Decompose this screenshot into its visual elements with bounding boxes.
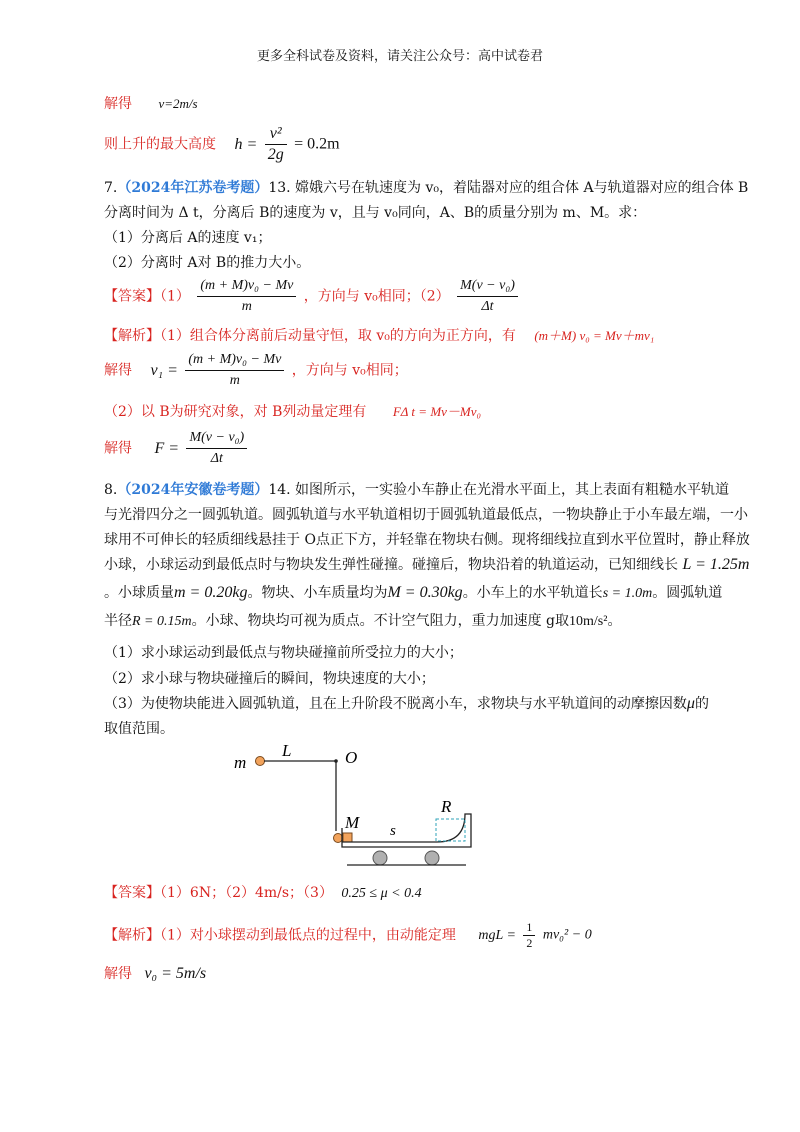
solve-label: 解得	[104, 96, 132, 112]
q8-sub2: （2）求小球与物块碰撞后的瞬间，物块速度的大小；	[104, 671, 435, 687]
analysis-label: 【解析】	[104, 328, 160, 344]
q8-solve-row	[104, 964, 206, 984]
q7-source: （2024年江苏卷考题）	[117, 180, 269, 196]
height-lhs: h =	[234, 135, 258, 153]
q8-sub1: （1）求小球运动到最低点与物块碰撞前所受拉力的大小；	[104, 645, 463, 661]
q8-sub3-cont: 取值范围。	[104, 721, 174, 737]
v1-fraction	[185, 350, 284, 391]
q7-line2: 分离时间为 Δ t，分离后 B的速度为 v，且与 v₀同向，A、B的质量分别为 m、M。求：	[104, 205, 647, 221]
answer-f2-den: Δt	[481, 299, 494, 314]
q7-analysis2	[104, 402, 481, 422]
v1-den: m	[229, 373, 240, 388]
q8-line4	[104, 555, 749, 575]
solve-row-1	[104, 94, 198, 114]
wheel-left	[373, 851, 387, 865]
height-rhs: = 0.2m	[294, 135, 340, 153]
wheel-right	[425, 851, 439, 865]
analysis-text1: （1）组合体分离前后动量守恒，取 v₀的方向为正方向，有	[160, 328, 516, 344]
q8-text5c: 。物块、小车质量均为	[247, 585, 388, 601]
q8-analysis1	[104, 920, 592, 951]
fig-label-O: O	[345, 748, 358, 767]
q8-text6c: 。小球、物块均可视为质点。不计空气阻力，重力加速度 g取	[191, 613, 570, 629]
v1-tail: ，方向与 v₀相同；	[291, 362, 408, 379]
q8-text4: 小球，小球运动到最低点时与物块发生弹性碰撞。碰撞后，物块沿着的轨道运动，已知细线长	[104, 557, 678, 573]
radius-value: R = 0.15m	[132, 614, 192, 629]
q7-answer	[104, 276, 521, 317]
fig-label-s: s	[390, 823, 396, 839]
track-length: s = 1.0m	[602, 586, 653, 601]
solve2-label: 解得	[104, 440, 132, 457]
answer-label: 【答案】	[104, 288, 160, 305]
velocity-expr: v=2m/s	[158, 96, 198, 111]
q8-line3: 球用不可伸长的轻质细线悬挂于 O点正下方，并轻靠在物块右侧。现将细线拉直到水平位置时，静止释放	[104, 532, 750, 548]
fig-label-M: M	[345, 813, 360, 832]
q8-sub3	[104, 694, 709, 714]
block-mass: M = 0.30kg	[387, 584, 463, 601]
energy-lhs: mgL =	[478, 927, 516, 943]
gravity-value: 10m/s²	[569, 614, 608, 629]
q8-sub3-text: （3）为使物块能进入圆弧轨道，且在上升阶段不脱离小车，求物块与水平轨道间的动摩擦因数	[104, 696, 687, 712]
solve-label: 解得	[104, 966, 132, 982]
analysis-label: 【解析】	[104, 927, 160, 944]
analysis-text: （1）对小球摆动到最低点的过程中，由动能定理	[160, 927, 456, 944]
ball-mass: m = 0.20kg	[174, 584, 248, 601]
q8-text5g: 。圆弧轨道	[652, 585, 723, 601]
energy-fraction	[523, 920, 535, 951]
mu-range: 0.25 ≤ μ < 0.4	[341, 886, 422, 901]
q8-line6	[104, 611, 621, 632]
block-M	[343, 833, 352, 842]
height-num: v²	[265, 124, 287, 145]
q7-solve2-row	[104, 428, 250, 469]
height-den: 2g	[267, 146, 284, 163]
q8-line5	[104, 583, 722, 604]
q7-analysis1	[104, 326, 654, 346]
q8-source: （2024年安徽卷考题）	[117, 482, 269, 498]
fig-label-L: L	[282, 741, 292, 760]
q7-solve-row	[104, 350, 408, 391]
cart-pendulum-figure	[225, 738, 485, 878]
force-num: M(v − v₀)	[186, 428, 247, 449]
ball-bottom	[334, 834, 343, 843]
q8-line1	[104, 480, 729, 500]
force-den: Δt	[210, 451, 223, 466]
height-row	[104, 124, 340, 165]
page-header: 更多全科试卷及资料，请关注公众号：高中试卷君	[256, 49, 543, 64]
q8-text5e: 。小车上的水平轨道长	[462, 585, 603, 601]
q8-text6a: 半径	[104, 613, 132, 629]
height-label: 则上升的最大高度	[104, 136, 216, 153]
energy-den: 2	[526, 936, 533, 950]
force-lhs: F =	[154, 439, 180, 457]
fig-label-m: m	[234, 753, 247, 772]
momentum-eq: (m＋M) v₀ = Mv＋mv₁	[534, 328, 655, 343]
energy-num: 1	[523, 920, 535, 936]
v0-result: v₀ = 5m/s	[144, 965, 207, 982]
q7-sub1: （1）分离后 A的速度 v₁；	[104, 230, 272, 246]
solve-label: 解得	[104, 362, 132, 379]
q7-number: 7.	[104, 180, 118, 196]
answer-part1: （1）	[160, 288, 190, 305]
q7-text1: 13. 嫦娥六号在轨速度为 v₀，着陆器对应的组合体 A与轨道器对应的组合体 B	[268, 180, 749, 196]
q8-answer	[104, 883, 422, 904]
radius-marker	[436, 819, 465, 841]
q8-sub3-tail: 的	[694, 696, 709, 712]
v1-num: (m + M)v₀ − Mv	[185, 350, 284, 371]
ball-top	[256, 757, 265, 766]
q8-number: 8.	[104, 482, 118, 498]
answer-f1-den: m	[241, 299, 252, 314]
height-fraction	[265, 124, 287, 165]
answer-label: 【答案】	[104, 885, 160, 901]
q8-text6e: 。	[607, 613, 622, 629]
answer-fraction-1	[197, 276, 296, 317]
answer-f2-num: M(v − v₀)	[457, 276, 518, 297]
energy-rhs: mv₀² − 0	[542, 927, 592, 943]
q7-sub2: （2）分离时 A对 B的推力大小。	[104, 255, 311, 271]
q8-text5a: 。小球质量	[104, 585, 174, 601]
mu-symbol: μ	[686, 695, 695, 712]
analysis-text2: （2）以 B为研究对象，对 B列动量定理有	[104, 404, 367, 420]
q7-line1	[104, 178, 748, 198]
answer-f1-num: (m + M)v₀ − Mv	[197, 276, 296, 297]
length-value: L = 1.25m	[682, 556, 750, 573]
fig-label-R: R	[441, 797, 452, 816]
q8-line2: 与光滑四分之一圆弧轨道。圆弧轨道与水平轨道相切于圆弧轨道最低点，一物块静止于小车最左端，一小	[104, 507, 748, 523]
answer-mid: ，方向与 v₀相同；（2）	[303, 288, 450, 305]
impulse-eq: FΔ t = Mv－Mv₀	[392, 404, 482, 419]
force-fraction	[186, 428, 247, 469]
q8-text1: 14. 如图所示，一实验小车静止在光滑水平面上，其上表面有粗糙水平轨道	[268, 482, 730, 498]
answer-fraction-2	[457, 276, 518, 317]
v1-lhs: v₁ =	[150, 361, 178, 379]
answer-text: （1）6N；（2）4m/s；（3）	[160, 885, 333, 901]
